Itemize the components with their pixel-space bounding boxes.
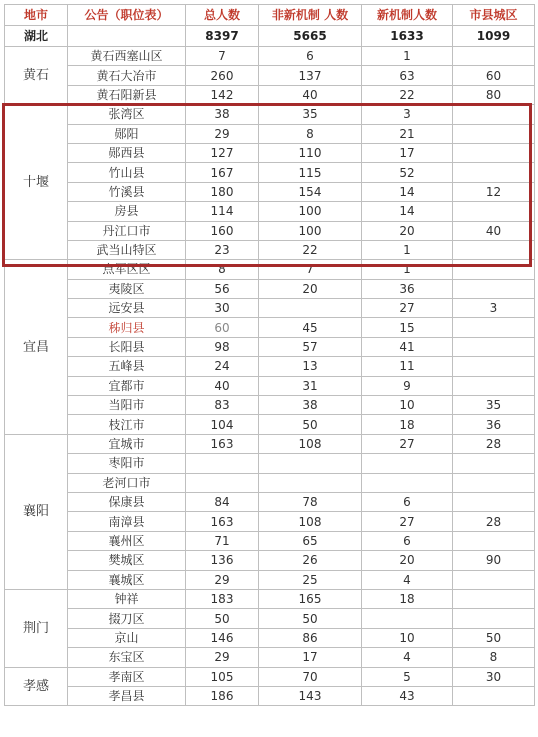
urban-cell (453, 279, 535, 298)
table-row (5, 609, 535, 628)
table-row (5, 221, 535, 240)
table-row (5, 415, 535, 434)
col-header-total: 总人数 (186, 5, 259, 26)
new-cell: 52 (362, 163, 453, 182)
table-row (5, 570, 535, 589)
county-cell: 张湾区 (68, 105, 186, 124)
new-cell: 17 (362, 143, 453, 162)
total-cell: 83 (186, 396, 259, 415)
county-cell: 远安县 (68, 299, 186, 318)
county-cell: 孝南区 (68, 667, 186, 686)
county-cell: 黄石大冶市 (68, 66, 186, 85)
table-row (5, 512, 535, 531)
urban-cell (453, 337, 535, 356)
county-cell: 掇刀区 (68, 609, 186, 628)
new-cell: 3 (362, 105, 453, 124)
non-new-cell: 22 (259, 240, 362, 259)
county-cell: 老河口市 (68, 473, 186, 492)
table-row (5, 202, 535, 221)
county-cell: 保康县 (68, 492, 186, 511)
non-new-cell (259, 299, 362, 318)
county-cell: 秭归县 (68, 318, 186, 337)
new-cell (362, 473, 453, 492)
total-cell: 7 (186, 47, 259, 66)
non-new-cell: 165 (259, 589, 362, 608)
table-row (5, 648, 535, 667)
urban-cell (453, 124, 535, 143)
non-new-cell: 17 (259, 648, 362, 667)
total-cell: 84 (186, 492, 259, 511)
county-cell: 五峰县 (68, 357, 186, 376)
new-cell (362, 454, 453, 473)
county-cell: 房县 (68, 202, 186, 221)
total-cell: 142 (186, 85, 259, 104)
new-cell: 9 (362, 376, 453, 395)
total-cell: 105 (186, 667, 259, 686)
county-cell: 竹山县 (68, 163, 186, 182)
non-new-cell (259, 473, 362, 492)
city-cell: 宜昌 (5, 260, 68, 435)
urban-cell (453, 318, 535, 337)
county-cell: 黄石阳新县 (68, 85, 186, 104)
non-new-cell: 57 (259, 337, 362, 356)
total-cell: 163 (186, 512, 259, 531)
new-cell: 27 (362, 434, 453, 453)
total-cell: 24 (186, 357, 259, 376)
county-cell: 宜城市 (68, 434, 186, 453)
col-header-non-new-mechanism: 非新机制 人数 (259, 5, 362, 26)
total-cell: 30 (186, 299, 259, 318)
new-cell: 15 (362, 318, 453, 337)
urban-cell: 35 (453, 396, 535, 415)
total-row (5, 26, 535, 47)
non-new-cell: 26 (259, 551, 362, 570)
urban-cell (453, 260, 535, 279)
new-cell: 36 (362, 279, 453, 298)
table-row (5, 279, 535, 298)
table-row (5, 667, 535, 686)
non-new-cell: 38 (259, 396, 362, 415)
non-new-cell: 108 (259, 512, 362, 531)
urban-cell (453, 202, 535, 221)
positions-table (4, 4, 535, 706)
total-cell: 167 (186, 163, 259, 182)
new-cell: 1 (362, 240, 453, 259)
non-new-cell: 20 (259, 279, 362, 298)
new-cell: 27 (362, 299, 453, 318)
non-new-cell: 78 (259, 492, 362, 511)
total-cell: 56 (186, 279, 259, 298)
county-cell: 枝江市 (68, 415, 186, 434)
urban-cell: 30 (453, 667, 535, 686)
county-cell: 夷陵区 (68, 279, 186, 298)
urban-cell (453, 240, 535, 259)
new-cell: 14 (362, 182, 453, 201)
new-cell: 10 (362, 396, 453, 415)
new-cell: 10 (362, 628, 453, 647)
table-row (5, 182, 535, 201)
county-cell: 枣阳市 (68, 454, 186, 473)
total-cell: 163 (186, 434, 259, 453)
urban-cell (453, 143, 535, 162)
urban-cell: 28 (453, 434, 535, 453)
new-cell: 18 (362, 415, 453, 434)
urban-cell (453, 376, 535, 395)
non-new-cell: 154 (259, 182, 362, 201)
new-cell: 27 (362, 512, 453, 531)
non-new-cell: 65 (259, 531, 362, 550)
county-cell: 武当山特区 (68, 240, 186, 259)
total-cell: 38 (186, 105, 259, 124)
total-cell: 23 (186, 240, 259, 259)
new-cell: 41 (362, 337, 453, 356)
urban-cell: 28 (453, 512, 535, 531)
county-cell: 南漳县 (68, 512, 186, 531)
non-new-cell: 137 (259, 66, 362, 85)
total-cell: 29 (186, 648, 259, 667)
table-row (5, 434, 535, 453)
non-new-cell: 35 (259, 105, 362, 124)
non-new-cell: 8 (259, 124, 362, 143)
non-new-cell: 45 (259, 318, 362, 337)
non-new-cell: 100 (259, 202, 362, 221)
urban-cell (453, 163, 535, 182)
urban-cell: 3 (453, 299, 535, 318)
table-row (5, 473, 535, 492)
city-cell: 襄阳 (5, 434, 68, 589)
urban-cell: 40 (453, 221, 535, 240)
urban-cell (453, 492, 535, 511)
table-row (5, 163, 535, 182)
urban-cell (453, 589, 535, 608)
new-cell: 6 (362, 492, 453, 511)
total-empty (68, 26, 186, 47)
table-row (5, 66, 535, 85)
total-total: 8397 (186, 26, 259, 47)
new-cell: 14 (362, 202, 453, 221)
county-cell: 孝昌县 (68, 686, 186, 705)
total-cell: 114 (186, 202, 259, 221)
non-new-cell: 110 (259, 143, 362, 162)
non-new-cell: 25 (259, 570, 362, 589)
total-cell: 160 (186, 221, 259, 240)
new-cell: 1 (362, 260, 453, 279)
new-cell: 21 (362, 124, 453, 143)
new-cell: 63 (362, 66, 453, 85)
urban-cell (453, 47, 535, 66)
total-cell: 260 (186, 66, 259, 85)
header-row (5, 5, 535, 26)
non-new-cell: 31 (259, 376, 362, 395)
urban-cell (453, 357, 535, 376)
county-cell: 钟祥 (68, 589, 186, 608)
total-cell: 104 (186, 415, 259, 434)
table-row (5, 337, 535, 356)
non-new-cell (259, 454, 362, 473)
non-new-cell: 50 (259, 415, 362, 434)
table-row (5, 260, 535, 279)
new-cell: 6 (362, 531, 453, 550)
total-province: 湖北 (5, 26, 68, 47)
total-cell: 71 (186, 531, 259, 550)
new-cell: 11 (362, 357, 453, 376)
urban-cell: 36 (453, 415, 535, 434)
new-cell: 4 (362, 648, 453, 667)
table-row (5, 240, 535, 259)
non-new-cell: 40 (259, 85, 362, 104)
total-cell: 29 (186, 570, 259, 589)
urban-cell: 80 (453, 85, 535, 104)
total-cell: 186 (186, 686, 259, 705)
table-row (5, 589, 535, 608)
new-cell: 20 (362, 551, 453, 570)
new-cell: 5 (362, 667, 453, 686)
table-row (5, 85, 535, 104)
county-cell: 东宝区 (68, 648, 186, 667)
county-cell: 京山 (68, 628, 186, 647)
county-cell: 郧阳 (68, 124, 186, 143)
total-cell: 146 (186, 628, 259, 647)
urban-cell (453, 473, 535, 492)
total-cell: 136 (186, 551, 259, 570)
urban-cell: 8 (453, 648, 535, 667)
non-new-cell: 7 (259, 260, 362, 279)
table-row (5, 686, 535, 705)
city-cell: 十堰 (5, 105, 68, 260)
total-cell: 127 (186, 143, 259, 162)
urban-cell (453, 105, 535, 124)
non-new-cell: 70 (259, 667, 362, 686)
total-cell: 40 (186, 376, 259, 395)
county-cell: 点军区区 (68, 260, 186, 279)
new-cell: 20 (362, 221, 453, 240)
col-header-new-mechanism: 新机制人数 (362, 5, 453, 26)
county-cell: 当阳市 (68, 396, 186, 415)
non-new-cell: 115 (259, 163, 362, 182)
city-cell: 孝感 (5, 667, 68, 706)
table-row (5, 318, 535, 337)
total-cell: 60 (186, 318, 259, 337)
table-row (5, 299, 535, 318)
table-row (5, 47, 535, 66)
table-row (5, 357, 535, 376)
total-cell: 98 (186, 337, 259, 356)
non-new-cell: 143 (259, 686, 362, 705)
urban-cell: 12 (453, 182, 535, 201)
county-cell: 襄州区 (68, 531, 186, 550)
county-cell: 樊城区 (68, 551, 186, 570)
urban-cell: 90 (453, 551, 535, 570)
col-header-urban: 市县城区 (453, 5, 535, 26)
new-cell: 22 (362, 85, 453, 104)
total-cell: 29 (186, 124, 259, 143)
total-non-new: 5665 (259, 26, 362, 47)
county-cell: 丹江口市 (68, 221, 186, 240)
urban-cell: 60 (453, 66, 535, 85)
total-urban: 1099 (453, 26, 535, 47)
non-new-cell: 108 (259, 434, 362, 453)
table-row (5, 143, 535, 162)
col-header-announcement: 公告（职位表） (68, 5, 186, 26)
urban-cell (453, 609, 535, 628)
table-row (5, 628, 535, 647)
table-row (5, 105, 535, 124)
city-cell: 荆门 (5, 589, 68, 667)
new-cell: 18 (362, 589, 453, 608)
new-cell: 1 (362, 47, 453, 66)
new-cell (362, 609, 453, 628)
urban-cell (453, 531, 535, 550)
new-cell: 4 (362, 570, 453, 589)
urban-cell: 50 (453, 628, 535, 647)
county-cell: 长阳县 (68, 337, 186, 356)
city-cell: 黄石 (5, 47, 68, 105)
total-cell: 180 (186, 182, 259, 201)
table-row (5, 396, 535, 415)
total-cell (186, 473, 259, 492)
table-row (5, 531, 535, 550)
urban-cell (453, 454, 535, 473)
county-cell: 郧西县 (68, 143, 186, 162)
county-cell: 竹溪县 (68, 182, 186, 201)
table-row (5, 376, 535, 395)
urban-cell (453, 686, 535, 705)
total-cell (186, 454, 259, 473)
non-new-cell: 13 (259, 357, 362, 376)
col-header-city: 地市 (5, 5, 68, 26)
non-new-cell: 86 (259, 628, 362, 647)
non-new-cell: 100 (259, 221, 362, 240)
county-cell: 宜都市 (68, 376, 186, 395)
total-cell: 183 (186, 589, 259, 608)
non-new-cell: 50 (259, 609, 362, 628)
county-cell: 黄石西塞山区 (68, 47, 186, 66)
table-row (5, 492, 535, 511)
county-cell: 襄城区 (68, 570, 186, 589)
table-row (5, 551, 535, 570)
table-row (5, 454, 535, 473)
total-new: 1633 (362, 26, 453, 47)
total-cell: 8 (186, 260, 259, 279)
urban-cell (453, 570, 535, 589)
non-new-cell: 6 (259, 47, 362, 66)
table-row (5, 124, 535, 143)
total-cell: 50 (186, 609, 259, 628)
new-cell: 43 (362, 686, 453, 705)
